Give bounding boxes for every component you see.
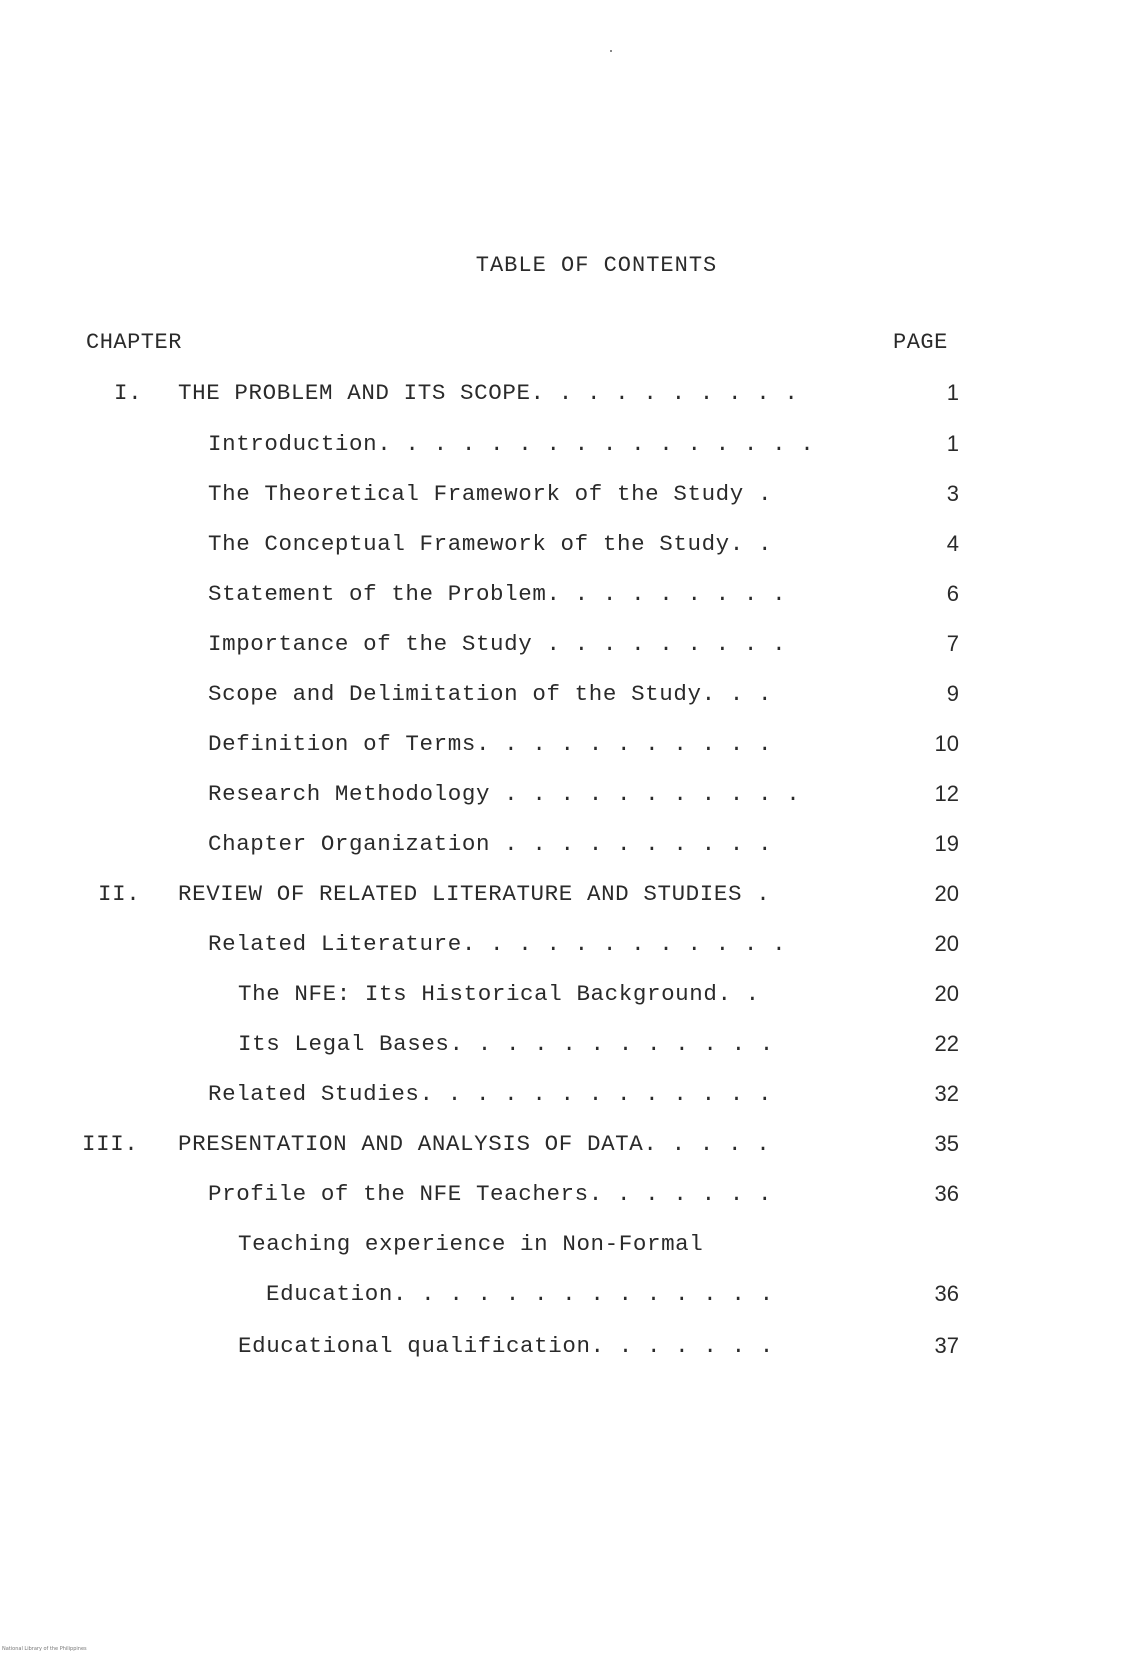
toc-row bbox=[0, 981, 1133, 1015]
toc-page-number: 7 bbox=[946, 631, 959, 656]
toc-page-number: 1 bbox=[946, 431, 959, 456]
toc-row bbox=[0, 1181, 1133, 1215]
chapter-number: II. bbox=[98, 881, 141, 907]
toc-page-number: 6 bbox=[946, 581, 959, 606]
toc-row bbox=[0, 831, 1133, 865]
toc-entry-text: Education. . . . . . . . . . . . . . bbox=[266, 1281, 774, 1307]
toc-page-number: 20 bbox=[934, 881, 959, 906]
chapter-number: III. bbox=[82, 1131, 139, 1157]
toc-entry-text: Definition of Terms. . . . . . . . . . . bbox=[208, 731, 773, 757]
toc-page-number: 10 bbox=[934, 731, 959, 756]
toc-page-number: 37 bbox=[934, 1333, 959, 1358]
toc-row bbox=[0, 781, 1133, 815]
toc-page-number: 1 bbox=[946, 380, 959, 405]
toc-page-number: 22 bbox=[934, 1031, 959, 1056]
toc-entry-text: Research Methodology . . . . . . . . . . . bbox=[208, 781, 801, 807]
toc-entry-text: Statement of the Problem. . . . . . . . . bbox=[208, 581, 787, 607]
toc-entry-text: REVIEW OF RELATED LITERATURE AND STUDIES . bbox=[178, 881, 771, 907]
toc-row bbox=[0, 1231, 1133, 1265]
toc-row bbox=[0, 881, 1133, 915]
toc-entry-text: Importance of the Study . . . . . . . . . bbox=[208, 631, 787, 657]
toc-row bbox=[0, 1081, 1133, 1115]
toc-row bbox=[0, 1333, 1133, 1367]
page-column-header: PAGE bbox=[893, 330, 948, 355]
toc-entry-text: Teaching experience in Non-Formal bbox=[238, 1231, 704, 1257]
toc-entry-text: Educational qualification. . . . . . . bbox=[238, 1333, 774, 1359]
toc-page-number: 12 bbox=[934, 781, 959, 806]
toc-entry-text: Introduction. . . . . . . . . . . . . . . . bbox=[208, 431, 815, 457]
toc-entry-text: Scope and Delimitation of the Study. . . bbox=[208, 681, 773, 707]
toc-page-number: 19 bbox=[934, 831, 959, 856]
page-title: TABLE OF CONTENTS bbox=[475, 253, 718, 278]
toc-page-number: 20 bbox=[934, 931, 959, 956]
toc-entry-text: Chapter Organization . . . . . . . . . . bbox=[208, 831, 773, 857]
toc-entry-text: Its Legal Bases. . . . . . . . . . . . bbox=[238, 1031, 774, 1057]
toc-page-number: 4 bbox=[946, 531, 959, 556]
toc-page-number: 20 bbox=[934, 981, 959, 1006]
toc-row bbox=[0, 581, 1133, 615]
chapter-column-header: CHAPTER bbox=[86, 330, 182, 355]
toc-row bbox=[0, 481, 1133, 515]
chapter-number: I. bbox=[114, 380, 143, 406]
toc-page-number: 36 bbox=[934, 1181, 959, 1206]
toc-row bbox=[0, 431, 1133, 465]
toc-entry-text: The Theoretical Framework of the Study . bbox=[208, 481, 773, 507]
toc-row bbox=[0, 631, 1133, 665]
toc-page-number: 32 bbox=[934, 1081, 959, 1106]
toc-entry-text: THE PROBLEM AND ITS SCOPE. . . . . . . . . . bbox=[178, 380, 799, 406]
toc-row bbox=[0, 931, 1133, 965]
toc-row bbox=[0, 531, 1133, 565]
toc-row bbox=[0, 1131, 1133, 1165]
stray-mark bbox=[610, 50, 612, 52]
toc-entry-text: Related Studies. . . . . . . . . . . . . bbox=[208, 1081, 773, 1107]
toc-entry-text: The NFE: Its Historical Background. . bbox=[238, 981, 760, 1007]
toc-entry-text: Profile of the NFE Teachers. . . . . . . bbox=[208, 1181, 773, 1207]
toc-row bbox=[0, 380, 1133, 414]
toc-entry-text: Related Literature. . . . . . . . . . . . bbox=[208, 931, 787, 957]
toc-row bbox=[0, 1281, 1133, 1315]
footer-note: National Library of the Philippines bbox=[2, 1646, 87, 1652]
toc-page-number: 36 bbox=[934, 1281, 959, 1306]
toc-entry-text: PRESENTATION AND ANALYSIS OF DATA. . . . . bbox=[178, 1131, 771, 1157]
toc-row bbox=[0, 681, 1133, 715]
toc-row bbox=[0, 731, 1133, 765]
toc-row bbox=[0, 1031, 1133, 1065]
toc-page-number: 35 bbox=[934, 1131, 959, 1156]
toc-page-number: 9 bbox=[946, 681, 959, 706]
toc-page-number: 3 bbox=[946, 481, 959, 506]
toc-entry-text: The Conceptual Framework of the Study. . bbox=[208, 531, 773, 557]
